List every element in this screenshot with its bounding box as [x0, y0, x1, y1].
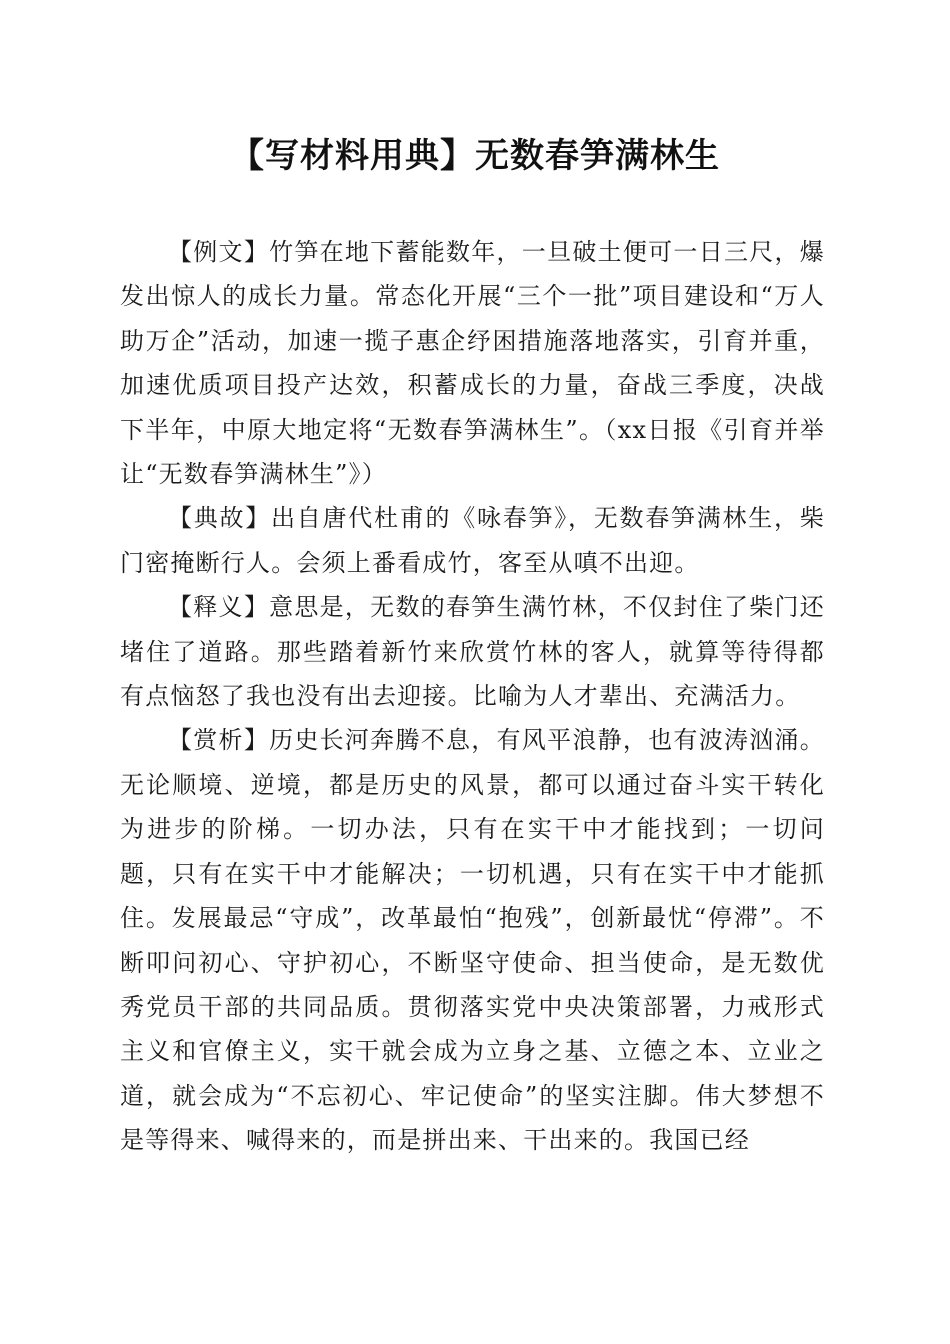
document-title: 【写材料用典】无数春笋满林生 [230, 136, 720, 176]
paragraph-example: 【例文】竹笋在地下蓄能数年，一旦破土便可一日三尺，爆发出惊人的成长力量。常态化开展“三个一批”项目建设和“万人助万企”活动，加速一揽子惠企纾困措施落地落实，引育并重，加速优质项目投产达效，积蓄成长的力量，奋战三季度，决战下半年，中原大地定将“无数春笋满林生”。（xx日报《引育并举让“无数春笋满林生”》） [120, 238, 825, 489]
paragraph-allusion: 【典故】出自唐代杜甫的《咏春笋》，无数春笋满林生，柴门密掩断行人。会须上番看成竹，客至从嗔不出迎。 [120, 504, 825, 577]
paragraph-explanation: 【释义】意思是，无数的春笋生满竹林，不仅封住了柴门还堵住了道路。那些踏着新竹来欣赏竹林的客人，就算等待得都有点恼怒了我也没有出去迎接。比喻为人才辈出、充满活力。 [120, 593, 825, 711]
paragraph-appreciation: 【赏析】历史长河奔腾不息，有风平浪静，也有波涛汹涌。无论顺境、逆境，都是历史的风景，都可以通过奋斗实干转化为进步的阶梯。一切办法，只有在实干中才能找到；一切问题，只有在实干中才能解决；一切机遇，只有在实干中才能抓住。发展最忌“守成”，改革最怕“抱残”，创新最忧“停滞”。不断叩问初心、守护初心，不断坚守使命、担当使命，是无数优秀党员干部的共同品质。贯彻落实党中央决策部署，力戒形式主义和官僚主义，实干就会成为立身之基、立德之本、立业之道，就会成为“不忘初心、牢记使命”的坚实注脚。伟大梦想不是等得来、喊得来的，而是拼出来、干出来的。我国已经 [120, 726, 825, 1155]
document-body [120, 230, 825, 1163]
